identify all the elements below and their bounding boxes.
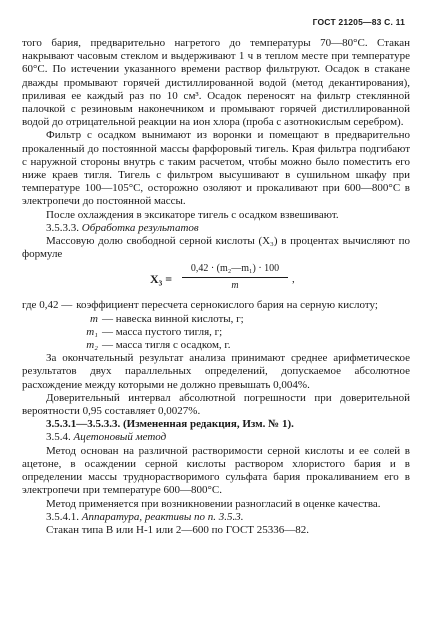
document-body [22, 37, 410, 537]
formula-denominator: m [231, 279, 239, 291]
section-title: Аппаратура, реактивы по п. 3.5.3. [81, 510, 244, 523]
definition-item [22, 339, 410, 352]
formula-trail: , [292, 273, 295, 286]
section-number: 3.5.3.3. [46, 221, 79, 234]
definition-item [22, 299, 410, 312]
definition-text: коэффициент пересчета сернокислого бария на серную кислоту; [76, 299, 378, 312]
definition-symbol: m₂ [86, 339, 98, 352]
section-title: Обработка результатов [81, 221, 199, 234]
definition-text: — масса тигля с осадком, г. [102, 339, 231, 352]
paragraph-4: Массовую долю свободной серной кислоты (X₃) в процентах вычисляют по формуле [22, 235, 410, 261]
formula-numerator: 0,42 · (m₂—m₁) · 100 [190, 263, 280, 275]
paragraph-5: За окончательный результат анализа принимают среднее арифметическое результатов двух параллельных определений, допускаемое абсолютное расхождение между которыми не должно превышать 0,004%. [22, 352, 410, 391]
definition-item [22, 313, 410, 326]
definition-text: — масса пустого тигля, г; [102, 325, 223, 338]
definition-item [22, 326, 410, 339]
section-number: 3.5.4.1. [46, 510, 79, 523]
paragraph-8: Метод основан на различной растворимости серной кислоты и ее солей в ацетоне, в осаждении серной кислоты раствором хлористого бария и в определении массы труднорастворимого сульфата бария прокаливанием его в электропечи при температуре 600—800°С. [22, 444, 410, 497]
section-heading-3-5-4 [22, 431, 410, 444]
paragraph-1: того бария, предварительно нагретого до температуры 70—80°С. Стакан накрывают часовым стеклом и выдерживают 1 ч в теплом месте при температуре 60°С. По истечении указанного времени раствор фильтруют. Осадок в стакане дважды промывают горячей дистиллированной водой (метод декантирования), приливая ее каждый раз по 10 см³. Осадок переносят на фильтр стеклянной палочкой с резиновым наконечником и промывают горячей дистиллированной водой до отрицательной реакции на ион хлора (проба с азотнокислым серебром). [22, 37, 410, 129]
paragraph-3: После охлаждения в эксикаторе тигель с осадком взвешивают. [46, 208, 339, 221]
definition-symbol: m₁ [86, 325, 98, 338]
amendment-note: 3.5.3.1—3.5.3.3. (Измененная редакция, Изм. № 1). [46, 418, 294, 431]
section-heading-3-5-4-1 [22, 511, 410, 524]
paragraph-2: Фильтр с осадком вынимают из воронки и помещают в предварительно прокаленный до постоянной массы фарфоровый тигель. Края фильтра подгибают с наружной стороны внутрь с таким расчетом, чтобы можно было поместить его ниже краев тигля. Тигель с фильтром высушивают в сушильном шкафу при температуре 100—105°С, осторожно озоляют и прокаливают при 600—800°С в электропечи до постоянной массы. [22, 129, 410, 208]
paragraph-10: Стакан типа В или Н-1 или 2—600 по ГОСТ 25336—82. [46, 523, 310, 536]
paragraph-6: Доверительный интервал абсолютной погрешности при доверительной вероятности 0,95 составляет 0,0027%. [22, 391, 410, 418]
page-header: ГОСТ 21205—83 С. 11 [312, 17, 405, 27]
section-number: 3.5.4. [46, 431, 71, 444]
definition-text: — навеска винной кислоты, г; [102, 312, 244, 325]
formula-fraction [180, 262, 290, 291]
section-heading-3-5-3-3 [22, 222, 410, 235]
definition-symbol: где 0,42 — [22, 299, 73, 312]
formula [22, 261, 410, 299]
section-title: Ацетоновый метод [73, 431, 167, 444]
formula-lhs: X₃ = [150, 272, 173, 287]
definitions-list [22, 299, 410, 352]
definition-symbol: m [90, 312, 98, 325]
paragraph-9: Метод применяется при возникновении разногласий в оценке качества. [46, 497, 381, 510]
